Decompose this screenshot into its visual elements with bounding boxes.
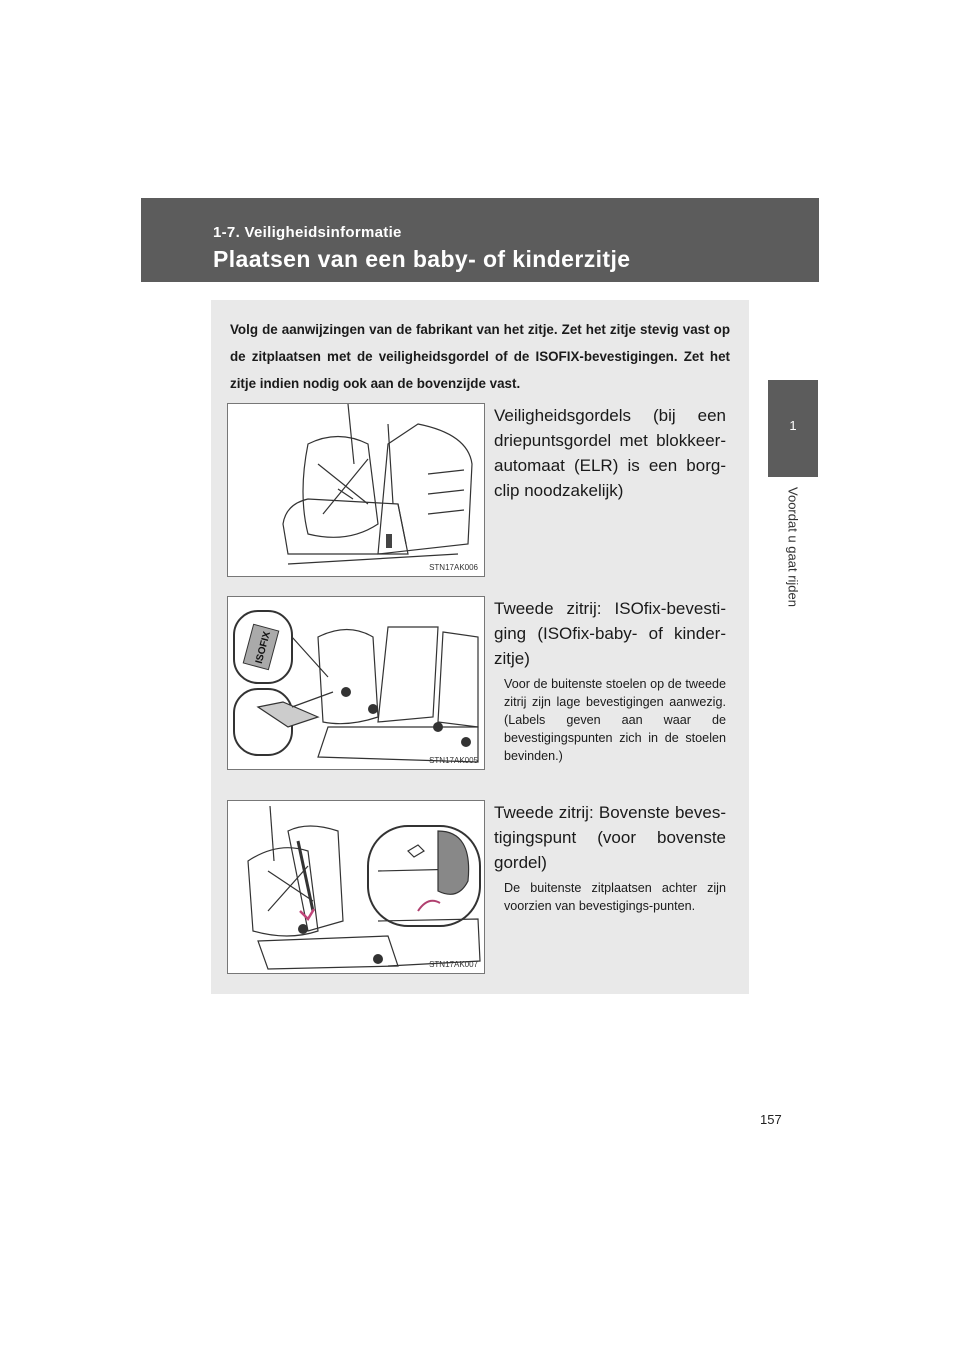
item-text (494, 596, 726, 765)
item-text (494, 800, 726, 915)
figure-code: STN17AK005 (429, 756, 478, 765)
item-text (494, 403, 726, 503)
chapter-side-label (782, 487, 804, 607)
item-title: Tweede zitrij: ISOfix-bevesti-ging (ISOfix-baby- of kinder-zitje) (494, 599, 726, 668)
content-panel (211, 300, 749, 994)
chapter-tab (768, 380, 818, 477)
figure-code: STN17AK006 (429, 563, 478, 572)
item-description: De buitenste zitplaatsen achter zijn voorzien van bevestigings-punten. (504, 881, 726, 913)
section-label: 1-7. Veiligheidsinformatie (213, 224, 402, 241)
child-seat-with-seatbelt-icon (228, 404, 484, 576)
figure-code: STN17AK007 (429, 960, 478, 969)
svg-text:ISOFIX: ISOFIX (253, 630, 273, 665)
isofix-label (243, 624, 278, 669)
top-tether-anchor-icon (228, 801, 484, 973)
item-title: Tweede zitrij: Bovenste beves-tigingspunt (voor bovenste gordel) (494, 803, 726, 872)
item-title: Veiligheidsgordels (bij een driepuntsgordel met blokkeer-automaat (ELR) is een borg-clip noodzakelijk) (494, 406, 726, 500)
page-title: Plaatsen van een baby- of kinderzitje (213, 246, 631, 272)
chapter-number: 1 (789, 418, 797, 433)
page-number: 157 (760, 1112, 782, 1127)
top-tether-anchor-illustration (227, 800, 485, 974)
chapter-header (141, 198, 819, 282)
chapter-side-label-text: Voordat u gaat rijden (785, 487, 801, 607)
isofix-anchor-illustration (227, 596, 485, 770)
isofix-anchor-icon (228, 597, 484, 769)
intro-paragraph: Volg de aanwijzingen van de fabrikant van het zitje. Zet het zitje stevig vast op de zitplaatsen met de veiligheidsgordel of de ISOFIX-bevestigingen. Zet het zitje indien nodig ook aan de bovenzijde vast. (230, 322, 730, 391)
item-description: Voor de buitenste stoelen op de tweede zitrij zijn lage bevestigingen aanwezig. (Labels geven aan waar de bevestigingspunten zich in de stoelen bevinden.) (504, 677, 726, 763)
child-seat-with-seatbelt-illustration (227, 403, 485, 577)
